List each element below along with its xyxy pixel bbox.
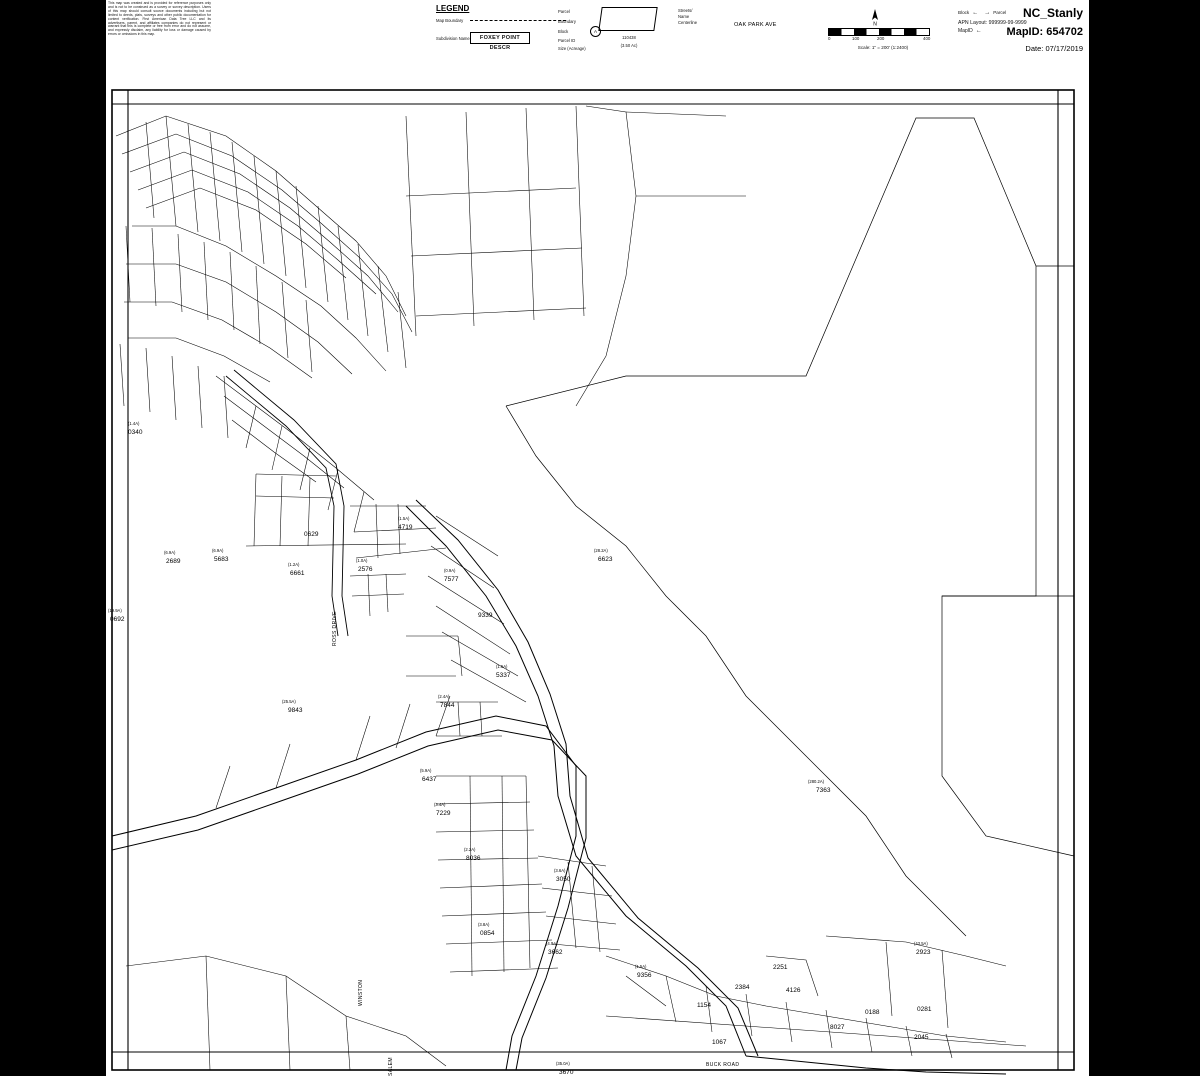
parcel-id: 6661 (290, 570, 305, 577)
scale-tick-400: 400 (923, 36, 931, 41)
apn-block-label: Block (958, 10, 970, 15)
parcel-acres: (3.8A) (478, 922, 490, 927)
parcel-id: 9843 (288, 707, 303, 714)
parcel-id: 4719 (398, 524, 413, 531)
parcel-acres: (2.2A) (464, 847, 476, 852)
parcel-acres: (35.0A) (556, 1061, 570, 1066)
parcel-id: 0340 (128, 429, 143, 436)
parcel-id: 9356 (637, 972, 652, 979)
legend (436, 4, 566, 64)
legend-art-dashed-line (470, 16, 566, 24)
arrow-left-icon: ← (972, 9, 979, 16)
parcel-acres: (25.5A) (282, 699, 296, 704)
parcel-acres: (1.2A) (288, 562, 300, 567)
parcel-acres: (4.0A) (546, 941, 558, 946)
parcel-id: 2384 (735, 984, 750, 991)
parcel-id: 1067 (712, 1039, 727, 1046)
legend-row-subdivision (436, 32, 566, 51)
parcel-key-row-size (558, 44, 668, 52)
parcel-acres: (2.4A) (438, 694, 450, 699)
parcel-id: 4126 (786, 987, 801, 994)
streets-key-line-2: Name (678, 14, 690, 19)
parcel-id: 9339 (478, 612, 493, 619)
north-arrow-icon (868, 8, 882, 26)
streets-key-line-1: Streets/ (678, 8, 693, 13)
apn-parcel-label: Parcel (993, 10, 1007, 15)
streets-key (678, 8, 738, 26)
arrow-left-small-icon: ← (975, 28, 982, 34)
map-canvas[interactable] (106, 76, 1089, 1076)
svg-text:N: N (873, 21, 877, 26)
parcel-id: 0281 (917, 1006, 932, 1013)
apn-layout-value: 999999-99-9999 (988, 20, 1027, 26)
parcel-id: 3662 (548, 949, 563, 956)
road-label-ross-drive: ROSS DRIVE (332, 611, 338, 646)
map-date (983, 44, 1083, 53)
parcel-acres: (280.2A) (808, 779, 825, 784)
parcel-key-value-parcel-id: 110438 (622, 35, 636, 40)
road-label-winston: WINSTON (358, 979, 364, 1006)
parcel-id: 6437 (422, 776, 437, 783)
subdivision-name-box: FOXEY POINT DESCR (470, 32, 530, 44)
parcel-id: 5683 (214, 556, 229, 563)
scale-text: Scale: 1" = 200' (1:2400) (857, 45, 909, 50)
streets-key-line-3: Centerline (678, 20, 698, 25)
arrow-right-icon: → (984, 9, 991, 16)
scale-bar (828, 28, 938, 50)
parcel-id: 1154 (697, 1002, 711, 1009)
county-name: NC_Stanly (1022, 6, 1083, 20)
title-block (983, 6, 1083, 53)
parcel-key (558, 6, 668, 66)
parcel-id: 2689 (166, 558, 181, 565)
parcel-acres: (1.5A) (398, 516, 410, 521)
parcel-id: 0854 (480, 930, 495, 937)
parcel-id: 6623 (598, 556, 613, 563)
parcel-id: 7363 (816, 787, 831, 794)
parcel-id: 2045 (914, 1034, 929, 1041)
scale-tick-100: 100 (852, 36, 860, 41)
legend-label-map-boundary: Map Boundary (436, 17, 464, 23)
legend-title: LEGEND (436, 4, 470, 13)
parcel-id: 2576 (358, 566, 373, 573)
parcel-id: 5337 (496, 672, 511, 679)
parcel-linework (106, 76, 1089, 1076)
road-label-salem: SALEM (388, 1057, 394, 1076)
parcel-id: 0629 (304, 531, 319, 538)
parcel-acres: (6.9A) (164, 550, 176, 555)
parcel-key-row-boundary (558, 16, 668, 26)
parcel-acres: (28.2A) (594, 548, 608, 553)
map-id-value: 654702 (1046, 26, 1083, 38)
parcel-id: 0692 (110, 616, 125, 623)
parcel-key-label-boundary: Boundary (558, 18, 576, 24)
parcel-id: 8036 (466, 855, 481, 862)
parcel-acres: (1.0A) (356, 558, 368, 563)
parcel-acres: (1.4A) (128, 421, 140, 426)
parcel-key-label-parcel: Parcel (558, 8, 570, 14)
parcel-id: 7844 (440, 702, 455, 709)
parcel-key-art-polygon (590, 6, 668, 16)
scale-tick-200: 200 (877, 36, 885, 41)
parcel-id: 3670 (559, 1069, 574, 1076)
road-label-buck-road: BUCK ROAD (706, 1062, 740, 1068)
parcel-id: 7229 (436, 810, 451, 817)
disclaimer-text: This map was created and is provided for reference purposes only and is not to be construed as a survey or survey description. Users of this map should consult source documents including but not limited to deeds, plats, surveys and other public documentation for content verification. First American Data Tree LLC and its advertisers, parent, and affiliates companies do not represent or warrant that this is complete or free from error and do not assume, and expressly disclaim, any liability for loss or damage caused by errors or omissions in this map. (108, 1, 211, 37)
map-date-value: 07/17/2019 (1045, 44, 1083, 53)
map-date-label: Date: (1025, 44, 1044, 53)
road-name-example: OAK PARK AVE (734, 22, 777, 28)
parcel-key-label-parcel-id: Parcel ID (558, 37, 576, 43)
parcel-id: 2251 (773, 964, 788, 971)
legend-row-map-boundary (436, 16, 566, 24)
apn-layout-label: APN Layout: (958, 20, 988, 26)
parcel-id: 3050 (556, 876, 571, 883)
parcel-acres: (3.6A) (554, 868, 566, 873)
apn-mapid-label: MapID (958, 28, 973, 34)
parcel-id: 2923 (916, 949, 931, 956)
map-id-label: MapID: (1006, 26, 1044, 38)
parcel-acres: (19.9A) (108, 608, 122, 613)
parcel-acres: (6.9A) (212, 548, 224, 553)
scale-bar-graphic (828, 28, 930, 36)
parcel-id: 7577 (444, 576, 459, 583)
legend-label-subdivision: Subdivision Name (436, 35, 470, 41)
parcel-key-label-block: Block (558, 28, 569, 34)
parcel-id: 8027 (830, 1024, 845, 1031)
parcel-key-label-size: Size (Acreage) (558, 45, 586, 51)
block-circle-label: A (590, 26, 601, 37)
parcel-key-value-size: (3.50 Ac) (620, 43, 638, 48)
parcel-acres: (1.5A) (496, 664, 508, 669)
legend-art-subdivision-box (470, 32, 566, 51)
map-id (983, 26, 1083, 38)
parcel-key-row-parcel (558, 6, 668, 16)
parcel-acres: (1.5A) (635, 964, 647, 969)
map-header (106, 0, 1089, 76)
parcel-id: 0188 (865, 1009, 880, 1016)
parcel-acres: (5.9A) (420, 768, 432, 773)
scale-tick-0: 0 (828, 36, 831, 41)
parcel-acres: (3.4A) (434, 802, 446, 807)
parcel-acres: (0.9A) (444, 568, 456, 573)
parcel-acres: (43.5A) (914, 941, 928, 946)
